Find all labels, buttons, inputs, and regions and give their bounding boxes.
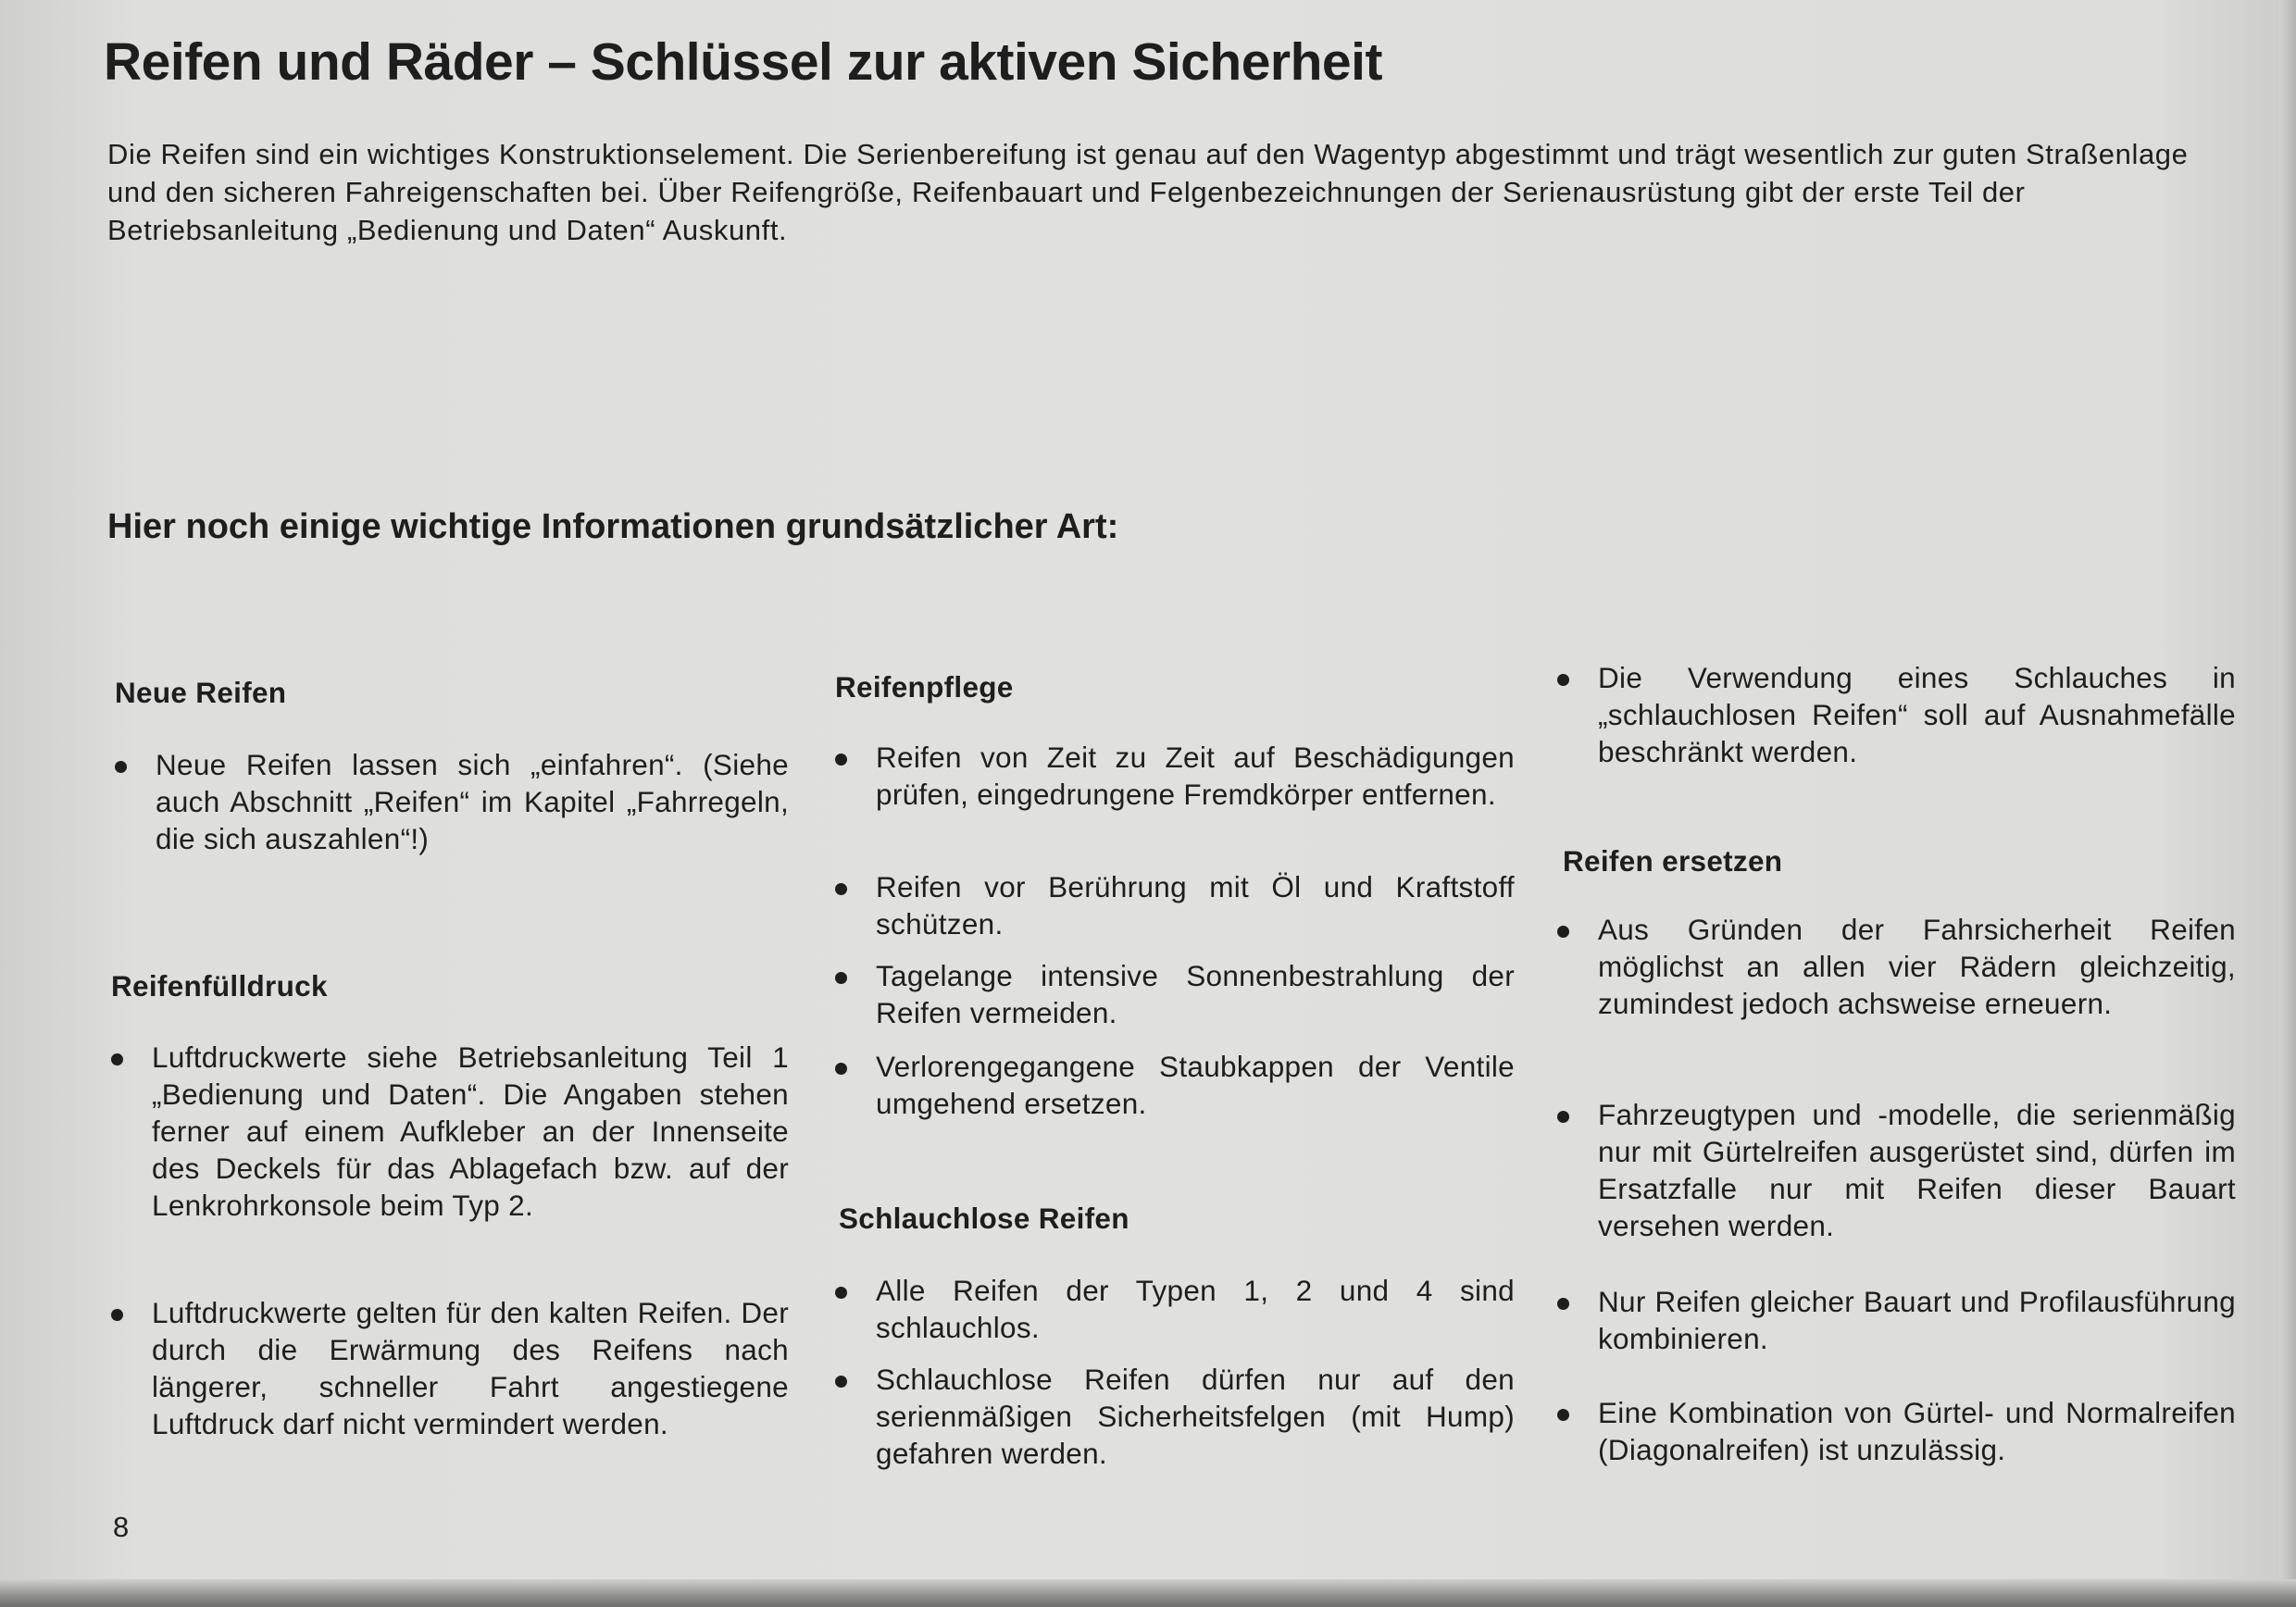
page-title: Reifen und Räder – Schlüssel zur aktiven Sicherheit xyxy=(104,32,1382,92)
list-item: Verlorengegangene Staubkappen der Ventile umgehend ersetzen. xyxy=(835,1048,1515,1122)
bullet-icon xyxy=(115,761,127,773)
bullet-icon xyxy=(835,1063,847,1075)
list-item: Reifen von Zeit zu Zeit auf Beschädigungen prüfen, eingedrungene Fremdkörper entfernen. xyxy=(835,739,1515,813)
bullet-icon xyxy=(835,883,847,895)
list-item: Luftdruckwerte gelten für den kalten Reifen. Der durch die Erwärmung des Reifens nach längerer, schneller Fahrt angestiegene Luftdruck darf nicht vermindert werden. xyxy=(111,1294,789,1442)
heading-reifen-ersetzen: Reifen ersetzen xyxy=(1563,844,1783,878)
bullet-icon xyxy=(1557,674,1569,686)
list-item: Tagelange intensive Sonnenbestrahlung der Reifen vermeiden. xyxy=(835,957,1515,1031)
bullet-icon xyxy=(111,1053,123,1065)
bullet-icon xyxy=(835,754,847,766)
list-item: Eine Kombination von Gürtel- und Normalreifen (Diagonalreifen) ist unzulässig. xyxy=(1557,1394,2236,1468)
list-item: Fahrzeugtypen und -modelle, die serienmäßig nur mit Gürtelreifen ausgerüstet sind, dürfen im Ersatzfalle nur mit Reifen dieser Bauart versehen werden. xyxy=(1557,1096,2236,1244)
page-edge-right xyxy=(2279,0,2296,1607)
list-item: Schlauchlose Reifen dürfen nur auf den serienmäßigen Sicherheitsfelgen (mit Hump) gefahren werden. xyxy=(835,1361,1515,1472)
bullet-icon xyxy=(835,972,847,984)
intro-paragraph: Die Reifen sind ein wichtiges Konstruktionselement. Die Serienbereifung ist genau auf den Wagentyp abgestimmt und trägt wesentlich zur guten Straßenlage und den sicheren Fahreigenschaften bei. Über Reifengröße, Reifenbauart und Felgenbezeichnungen der Serienausrüstung gibt der erste Teil der Betriebsanleitung „Bedienung und Daten“ Auskunft. xyxy=(107,138,2189,246)
list-item: Aus Gründen der Fahrsicherheit Reifen möglichst an allen vier Rädern gleichzeitig, zumindest jedoch achsweise erneuern. xyxy=(1557,911,2236,1022)
list-item: Die Verwendung eines Schlauches in „schlauchlosen Reifen“ soll auf Ausnahmefälle beschränkt werden. xyxy=(1557,659,2236,770)
bullet-icon xyxy=(1557,1111,1569,1123)
list-item: Luftdruckwerte siehe Betriebsanleitung Teil 1 „Bedienung und Daten“. Die Angaben stehen ferner auf einem Aufkleber an der Innenseite des Deckels für das Ablagefach bzw. auf der Lenkrohrkonsole beim Typ 2. xyxy=(111,1039,789,1224)
bullet-icon xyxy=(835,1376,847,1388)
heading-reifenpflege: Reifenpflege xyxy=(835,670,1014,704)
bullet-icon xyxy=(1557,1298,1569,1310)
heading-schlauchlose-reifen: Schlauchlose Reifen xyxy=(839,1202,1129,1235)
heading-reifenfuelldruck: Reifenfülldruck xyxy=(111,969,328,1003)
list-item: Nur Reifen gleicher Bauart und Profilausführung kombinieren. xyxy=(1557,1283,2236,1357)
section-subtitle: Hier noch einige wichtige Informationen grundsätzlicher Art: xyxy=(107,507,1119,546)
heading-neue-reifen: Neue Reifen xyxy=(115,676,287,709)
list-item: Reifen vor Berührung mit Öl und Kraftstoff schützen. xyxy=(835,868,1515,942)
bullet-icon xyxy=(1557,926,1569,938)
bullet-icon xyxy=(1557,1409,1569,1421)
bullet-icon xyxy=(111,1309,123,1321)
page-edge-bottom xyxy=(0,1579,2296,1607)
page-number: 8 xyxy=(113,1511,130,1543)
list-item: Neue Reifen lassen sich „einfahren“. (Siehe auch Abschnitt „Reifen“ im Kapitel „Fahrregeln, die sich auszahlen“!) xyxy=(115,746,789,857)
bullet-icon xyxy=(835,1287,847,1299)
list-item: Alle Reifen der Typen 1, 2 und 4 sind schlauchlos. xyxy=(835,1272,1515,1346)
